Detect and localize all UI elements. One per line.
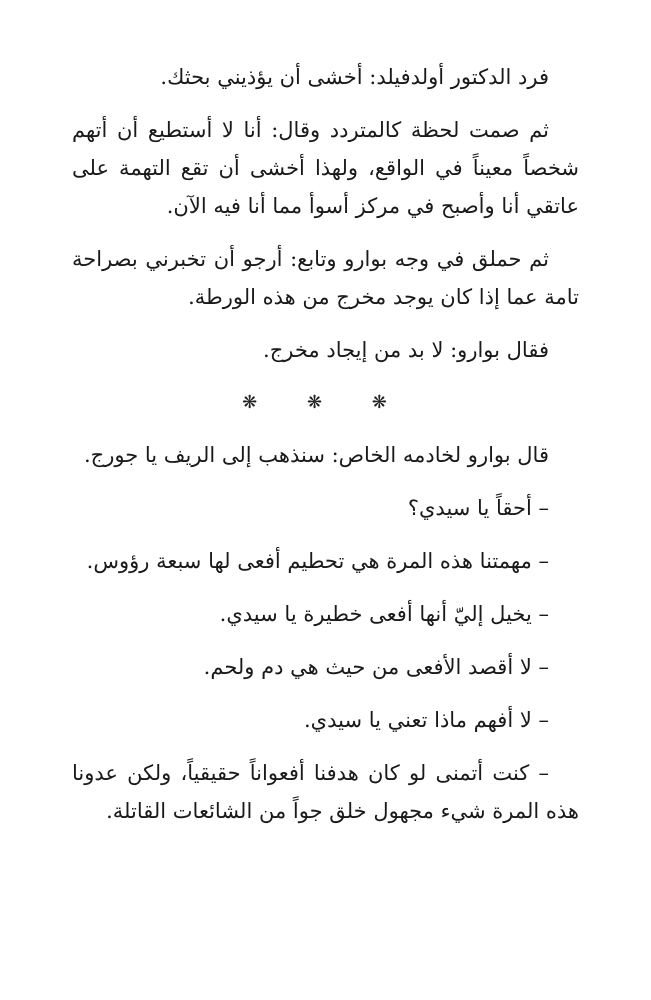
section-separator: ❋ ❋ ❋: [242, 392, 409, 413]
paragraph-poirot-answer: فقال بوارو: لا بد من إيجاد مخرج.: [263, 338, 549, 362]
dialog-line: – كنت أتمنى لو كان هدفنا أفعواناً حقيقياً، ولكن عدونا هذه المرة شيء مجهول خلق جواً من الشائعات القاتلة.: [72, 761, 579, 823]
paragraph-oldfield-request: ثم حملق في وجه بوارو وتابع: أرجو أن تخبرني بصراحة تامة عما إذا كان يوجد مخرج من هذه الورطة.: [72, 247, 579, 309]
dialog-line: – لا أفهم ماذا تعني يا سيدي.: [303, 708, 549, 732]
paragraph-oldfield-reply: فرد الدكتور أولدفيلد: أخشى أن يؤذيني بحثك.: [160, 65, 549, 89]
dialog-line: – أحقاً يا سيدي؟: [407, 496, 549, 520]
paragraph-poirot-to-george: قال بوارو لخادمه الخاص: سنذهب إلى الريف يا جورج.: [83, 443, 549, 467]
paragraph-oldfield-hesitation: ثم صمت لحظة كالمتردد وقال: أنا لا أستطيع أن أتهم شخصاً معيناً في الواقع، ولهذا أخشى أن تقع التهمة على عاتقي أنا وأصبح في مركز أسوأ مما أنا فيه الآن.: [72, 118, 579, 218]
dialog-line: – مهمتنا هذه المرة هي تحطيم أفعى لها سبعة رؤوس.: [86, 549, 549, 573]
dialog-line: – يخيل إليّ أنها أفعى خطيرة يا سيدي.: [219, 602, 549, 626]
dialog-line: – لا أقصد الأفعى من حيث هي دم ولحم.: [203, 655, 549, 679]
